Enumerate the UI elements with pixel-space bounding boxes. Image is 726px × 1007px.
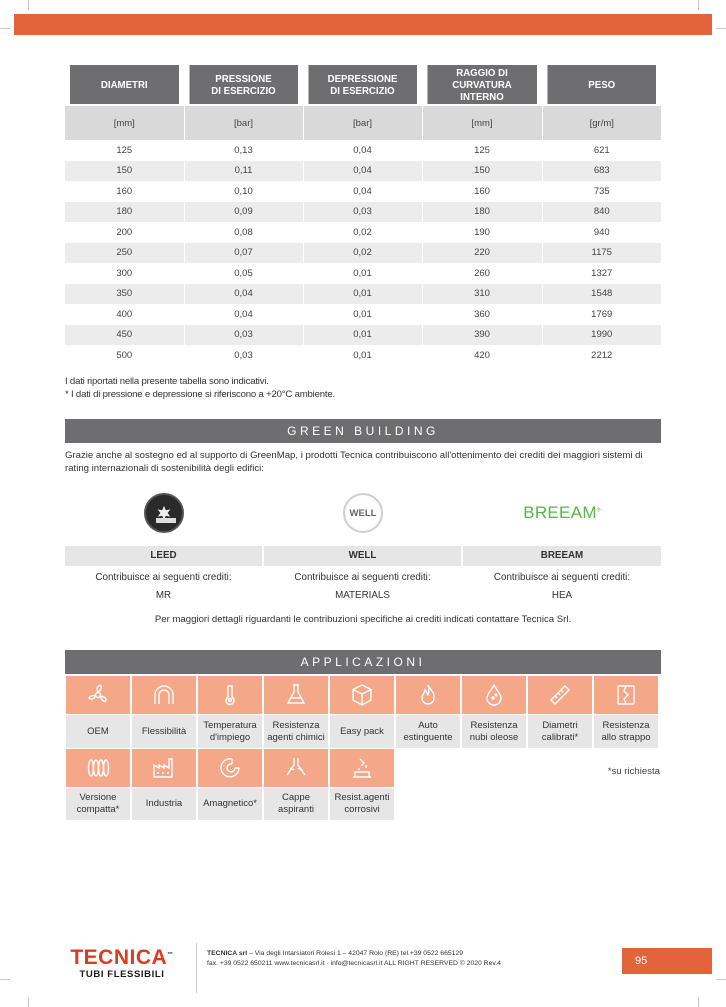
flame-icon (415, 682, 441, 708)
header-diametri: DIAMETRI (70, 65, 179, 105)
table-cell: 450 (65, 325, 184, 346)
unit-cell: [mm] (422, 105, 542, 140)
app-icon-cell (132, 749, 196, 787)
table-cell: 300 (65, 263, 184, 284)
table-cell: 125 (65, 140, 184, 161)
box-icon (349, 682, 375, 708)
app-icon-cell (66, 676, 130, 714)
footer-contacts-line: fax. +39 0522 650211 www.tecnicasrl.it · info@tecnicasrl.it ALL RIGHT RESERVED © 2020 Rev.4 (207, 959, 501, 967)
green-building-intro: Grazie anche al sostegno ed al supporto di GreenMap, i prodotti Tecnica contribuiscono all'ottenimento dei crediti dei maggiori sistemi di rating internazionali di sostenibilità degli edifici: (65, 450, 643, 474)
table-cell: 0,03 (184, 325, 303, 346)
app-icon-cell (396, 676, 460, 714)
table-cell: 160 (65, 181, 184, 202)
gb-head-breeam: BREEAM (463, 546, 661, 566)
leed-logo-band (156, 518, 176, 523)
tear-icon (613, 682, 639, 708)
well-logo: WELL (343, 493, 383, 533)
app-label: Diametri calibrati* (528, 715, 592, 748)
brand-logo (70, 945, 174, 980)
table-cell: 180 (422, 202, 542, 223)
crop-mark (0, 979, 10, 980)
brand-tagline: TUBI FLESSIBILI (79, 969, 165, 980)
app-label: Auto estinguente (396, 715, 460, 748)
table-row (65, 243, 661, 264)
table-cell: 940 (542, 222, 661, 243)
table-cell: 190 (422, 222, 542, 243)
table-cell: 200 (65, 222, 184, 243)
app-icon-cell (330, 676, 394, 714)
crop-mark (716, 979, 726, 980)
thermometer-icon (217, 682, 243, 708)
table-cell: 360 (422, 304, 542, 325)
app-icon-cell (198, 676, 262, 714)
table-cell: 160 (422, 181, 542, 202)
table-row (65, 304, 661, 325)
factory-icon (151, 755, 177, 781)
app-icon-cell (594, 676, 658, 714)
leed-logo (144, 493, 184, 533)
gb-credits-label-well: Contribuisce ai seguenti crediti: (294, 572, 431, 583)
app-label: Cappe aspiranti (264, 788, 328, 820)
well-logo-cell (264, 484, 462, 542)
table-cell: 0,09 (184, 202, 303, 223)
green-building-footer: Per maggiori dettagli riguardanti le contribuzioni specifiche ai crediti indicati contattare Tecnica Srl. (154, 614, 572, 625)
table-cell: 0,01 (303, 304, 422, 325)
table-cell: 220 (422, 243, 542, 264)
green-building-title: GREEN BUILDING (65, 419, 661, 443)
table-cell: 260 (422, 263, 542, 284)
oil-drop-icon (481, 682, 507, 708)
gb-credit-breeam: HEA (551, 590, 573, 601)
breeam-logo-cell (463, 484, 661, 542)
top-accent-bar (14, 14, 712, 35)
table-cell: 0,01 (303, 284, 422, 305)
table-cell: 0,03 (184, 345, 303, 366)
table-cell: 0,11 (184, 161, 303, 182)
table-cell: 0,01 (303, 345, 422, 366)
table-cell: 0,04 (184, 284, 303, 305)
app-label: Flessibilità (132, 715, 196, 748)
table-cell: 250 (65, 243, 184, 264)
caliper-icon (547, 682, 573, 708)
crop-mark (698, 997, 699, 1007)
magnet-icon (217, 755, 243, 781)
brand-name: TECNICA™ (70, 946, 174, 969)
table-cell: 150 (65, 161, 184, 182)
fan-icon (85, 682, 111, 708)
table-cell: 400 (65, 304, 184, 325)
table-cell: 735 (542, 181, 661, 202)
header-pressione: PRESSIONE DI ESERCIZIO (189, 65, 298, 105)
crop-mark (698, 0, 699, 10)
gb-head-leed: LEED (65, 546, 262, 566)
app-label: Resistenza allo strappo (594, 715, 658, 748)
app-label: Amagnetico* (198, 788, 262, 820)
table-cell: 0,07 (184, 243, 303, 264)
hood-icon (283, 755, 309, 781)
table-cell: 2212 (542, 345, 661, 366)
gb-head-well: WELL (264, 546, 461, 566)
table-row (65, 284, 661, 305)
table-cell: 0,13 (184, 140, 303, 161)
table-cell: 0,05 (184, 263, 303, 284)
crop-mark (28, 0, 29, 10)
app-icon-cell (330, 749, 394, 787)
table-cell: 0,04 (303, 161, 422, 182)
footer-divider (196, 943, 197, 993)
app-icon-cell (198, 749, 262, 787)
table-row (65, 140, 661, 161)
table-cell: 1990 (542, 325, 661, 346)
app-label: Resist.agenti corrosivi (330, 788, 394, 820)
applications-title: APPLICAZIONI (65, 650, 661, 674)
table-row (65, 161, 661, 182)
table-cell: 0,04 (184, 304, 303, 325)
table-row (65, 325, 661, 346)
header-raggio: RAGGIO DI CURVATURA INTERNO (427, 65, 537, 105)
app-icon-cell (264, 676, 328, 714)
unit-cell: [gr/m] (542, 105, 661, 140)
footer-address-line: TECNICA srl – Via degli Intarsiatori Rolesi 1 – 42047 Rolo (RE) tel.+39 0522 665129 (207, 950, 463, 957)
table-cell: 350 (65, 284, 184, 305)
app-icon-cell (66, 749, 130, 787)
app-label: Resistenza agenti chimici (264, 715, 328, 748)
table-cell: 310 (422, 284, 542, 305)
corrosion-icon (349, 755, 375, 781)
unit-cell: [bar] (303, 105, 422, 140)
table-cell: 1769 (542, 304, 661, 325)
table-row (65, 263, 661, 284)
table-cell: 0,03 (303, 202, 422, 223)
page-number: 95 (622, 948, 712, 974)
table-cell: 0,02 (303, 243, 422, 264)
table-cell: 0,10 (184, 181, 303, 202)
table-cell: 390 (422, 325, 542, 346)
crop-mark (0, 28, 10, 29)
table-cell: 683 (542, 161, 661, 182)
app-label: Versione compatta* (66, 788, 130, 820)
app-label: Temperatura d'impiego (198, 715, 262, 748)
header-depressione: DEPRESSIONE DI ESERCIZIO (308, 65, 417, 105)
table-cell: 0,04 (303, 140, 422, 161)
table-cell: 840 (542, 202, 661, 223)
table-cell: 0,01 (303, 263, 422, 284)
app-icon-cell (528, 676, 592, 714)
on-request-note: *su richiesta (607, 766, 660, 777)
note-line: * I dati di pressione e depressione si riferiscono a +20°C ambiente. (65, 388, 335, 400)
table-row (65, 202, 661, 223)
trademark-mark: ™ (167, 952, 174, 958)
crop-mark (28, 997, 29, 1007)
table-cell: 1327 (542, 263, 661, 284)
table-cell: 0,02 (303, 222, 422, 243)
gb-credits-label-breeam: Contribuisce ai seguenti crediti: (493, 572, 631, 583)
gb-credit-well: MATERIALS (335, 590, 390, 601)
unit-cell: [bar] (184, 105, 303, 140)
table-cell: 150 (422, 161, 542, 182)
app-label: OEM (66, 715, 130, 748)
table-cell: 621 (542, 140, 661, 161)
table-cell: 420 (422, 345, 542, 366)
breeam-logo: BREEAM® (523, 503, 601, 522)
footer-address (207, 949, 501, 968)
note-line: I dati riportati nella presente tabella sono indicativi. (65, 376, 269, 387)
table-cell: 500 (65, 345, 184, 366)
table-cell: 0,08 (184, 222, 303, 243)
crop-mark (716, 28, 726, 29)
app-label: Resistenza nubi oleose (462, 715, 526, 748)
arch-icon (151, 682, 177, 708)
app-icon-cell (462, 676, 526, 714)
flask-icon (283, 682, 309, 708)
spec-table (65, 65, 661, 366)
table-notes (65, 376, 335, 401)
gb-credits-label-leed: Contribuisce ai seguenti crediti: (95, 572, 232, 583)
table-header-row (65, 65, 661, 105)
table-row (65, 181, 661, 202)
app-label: Industria (132, 788, 196, 820)
app-label: Easy pack (330, 715, 394, 748)
gb-credit-leed: MR (155, 590, 172, 601)
unit-cell: [mm] (65, 105, 184, 140)
table-cell: 1175 (542, 243, 661, 264)
table-cell: 180 (65, 202, 184, 223)
compact-coil-icon (85, 755, 111, 781)
app-icon-cell (264, 749, 328, 787)
units-row (65, 105, 661, 140)
header-peso: PESO (547, 65, 656, 105)
table-cell: 0,04 (303, 181, 422, 202)
leed-logo-cell (65, 484, 263, 542)
table-row (65, 222, 661, 243)
app-icon-cell (132, 676, 196, 714)
table-cell: 125 (422, 140, 542, 161)
table-cell: 0,01 (303, 325, 422, 346)
table-row (65, 345, 661, 366)
registered-mark: ® (596, 507, 601, 514)
table-cell: 1548 (542, 284, 661, 305)
